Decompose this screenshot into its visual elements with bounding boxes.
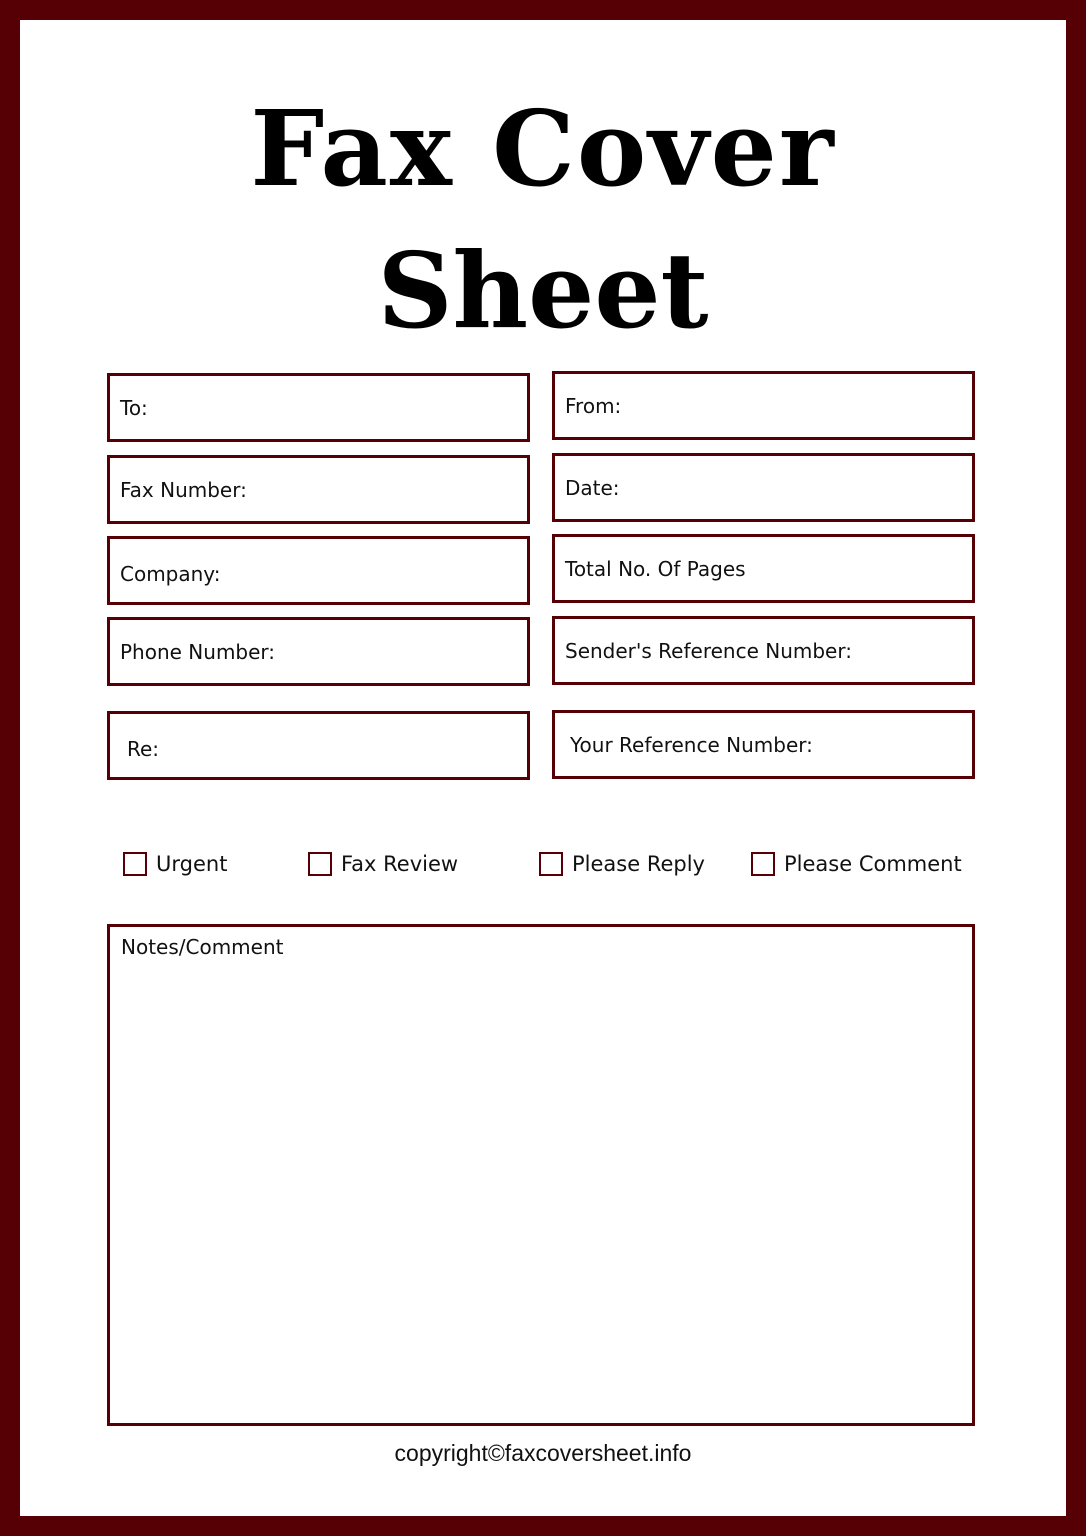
senders-reference-label: Sender's Reference Number: — [565, 638, 852, 663]
page-title-line-2: Sheet — [377, 229, 709, 352]
re-label: Re: — [127, 736, 160, 761]
copyright-footer: copyright©faxcoversheet.info — [394, 1440, 692, 1466]
please-comment-checkbox[interactable] — [751, 852, 962, 876]
notes-comment-label: Notes/Comment — [121, 935, 284, 959]
re-field[interactable] — [107, 711, 530, 780]
total-pages-field[interactable] — [552, 534, 975, 603]
company-field[interactable] — [107, 536, 530, 605]
urgent-checkbox[interactable] — [123, 852, 227, 876]
checkbox-square-icon[interactable] — [751, 852, 775, 876]
company-label: Company: — [120, 561, 221, 586]
from-field[interactable] — [552, 371, 975, 440]
page-title-line-1: Fax Cover — [250, 87, 836, 210]
phone-number-field[interactable] — [107, 617, 530, 686]
checkbox-square-icon[interactable] — [123, 852, 147, 876]
notes-comment-box[interactable] — [107, 924, 975, 1426]
fax-number-field[interactable] — [107, 455, 530, 524]
phone-number-label: Phone Number: — [120, 639, 276, 664]
senders-reference-field[interactable] — [552, 616, 975, 685]
checkbox-square-icon[interactable] — [308, 852, 332, 876]
to-field[interactable] — [107, 373, 530, 442]
from-label: From: — [565, 393, 622, 418]
fax-review-label: Fax Review — [341, 852, 459, 876]
fax-number-label: Fax Number: — [120, 477, 247, 502]
date-field[interactable] — [552, 453, 975, 522]
total-pages-label: Total No. Of Pages — [565, 556, 746, 581]
fax-review-checkbox[interactable] — [308, 852, 458, 876]
please-comment-label: Please Comment — [784, 852, 962, 876]
checkbox-row — [123, 852, 993, 882]
your-reference-label: Your Reference Number: — [570, 732, 813, 757]
date-label: Date: — [565, 475, 620, 500]
checkbox-square-icon[interactable] — [539, 852, 563, 876]
please-reply-label: Please Reply — [572, 852, 705, 876]
please-reply-checkbox[interactable] — [539, 852, 705, 876]
to-label: To: — [120, 395, 148, 420]
urgent-label: Urgent — [156, 852, 228, 876]
your-reference-field[interactable] — [552, 710, 975, 779]
